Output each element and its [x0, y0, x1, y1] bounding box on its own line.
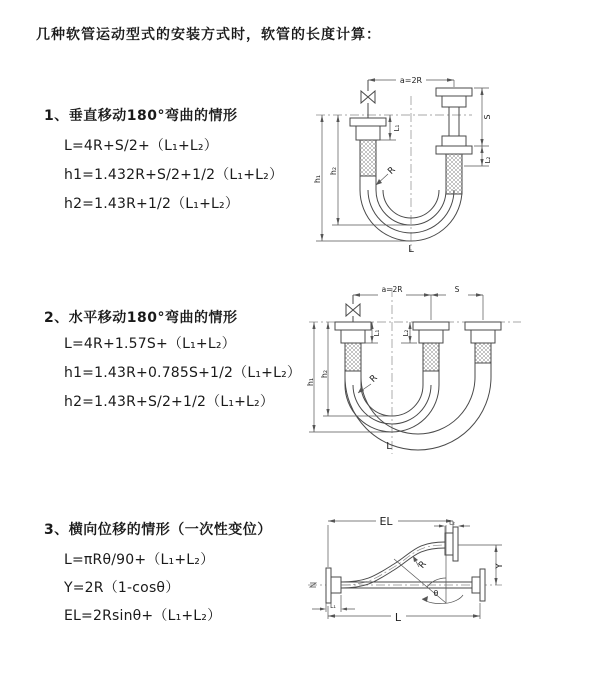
diagram-vertical-180-svg: [312, 66, 597, 256]
dimension-arrows: [320, 519, 498, 617]
braid-right: [446, 154, 462, 194]
valve-icon: [346, 304, 360, 316]
dim-label-length: L: [394, 611, 402, 624]
hose-arc-displaced-inner: [361, 363, 475, 434]
dim-label-end1: L₁: [393, 124, 401, 132]
dimension-arrows: [312, 293, 483, 432]
dim-label-radius: R: [386, 165, 398, 177]
dim-label-stroke: S: [483, 114, 492, 120]
section-3-formulas: [64, 546, 221, 630]
diagram-lateral-displacement-svg: [306, 503, 600, 643]
flange-left: [335, 322, 371, 330]
braid-right: [475, 343, 491, 363]
dim-label-h1: h₁: [313, 174, 322, 184]
dim-label-offset: Y: [495, 563, 505, 569]
formula-line: h1=1.43R+0.785S+1/2（L₁+L₂）: [64, 365, 302, 381]
section-1-formulas: [64, 132, 283, 219]
section-1-heading: 1、垂直移动180°弯曲的情形: [44, 108, 238, 124]
dim-label-end2: L₂: [484, 156, 492, 164]
diagram-lateral-displacement: [306, 503, 600, 647]
dim-label-radius: R: [417, 559, 429, 571]
dim-label-stroke: S: [454, 285, 460, 294]
flange-middle: [413, 322, 449, 330]
dim-label-length: L: [386, 441, 392, 452]
flange-top-displaced: [453, 527, 458, 561]
dim-label-end1: L₁: [330, 603, 336, 610]
dim-label-h2: h₂: [329, 166, 338, 176]
formula-line: L=4R+1.57S+（L₁+L₂）: [64, 336, 236, 352]
diagram-horizontal-180-svg: [306, 282, 596, 457]
formula-line: h1=1.432R+S/2+1/2（L₁+L₂）: [64, 167, 284, 183]
braid-left: [345, 343, 361, 371]
formula-line: h2=1.43R+S/2+1/2（L₁+L₂）: [64, 394, 275, 410]
valve-icon: [361, 91, 375, 103]
dim-label-width: a=2R: [381, 285, 403, 294]
formula-line: h2=1.43R+1/2（L₁+L₂）: [64, 196, 240, 212]
dim-label-end2: L₂: [449, 519, 455, 527]
dimension-lines: [312, 521, 502, 619]
section-2-heading: 2、水平移动180°弯曲的情形: [44, 310, 238, 326]
flange-left: [350, 118, 386, 126]
section-2-formulas: [64, 330, 301, 417]
formula-line: L=4R+S/2+（L₁+L₂）: [64, 138, 218, 154]
formula-line: Y=2R（1-cosθ）: [64, 580, 180, 596]
diagram-horizontal-180: [306, 282, 596, 461]
hose-assembly: [335, 295, 501, 450]
flange-left: [326, 568, 331, 603]
centerlines: [309, 288, 521, 454]
dim-label-length: L: [408, 244, 414, 255]
hose-s-curve-top: [341, 542, 445, 582]
dim-label-end2: L₂: [402, 329, 410, 337]
formula-line: EL=2Rsinθ+（L₁+L₂）: [64, 608, 222, 624]
dimension-lines: [309, 295, 483, 432]
dim-label-h1: h₁: [306, 377, 315, 387]
section-3-heading: 3、横向位移的情形（一次性变位）: [44, 522, 272, 538]
hose-assembly: [310, 527, 485, 603]
dim-label-radius: R: [368, 373, 380, 385]
flange-right-lower: [436, 146, 472, 154]
formula-line: L=πRθ/90+（L₁+L₂）: [64, 552, 215, 568]
dim-label-h2: h₂: [320, 369, 329, 379]
dim-label-angle: θ: [433, 589, 439, 598]
braid-middle: [423, 343, 439, 371]
flange-right: [480, 569, 485, 601]
page-title: 几种软管运动型式的安装方式时，软管的长度计算：: [36, 27, 381, 43]
dim-label-el: EL: [379, 515, 393, 528]
flange-right: [465, 322, 501, 330]
flange-right-upper: [436, 88, 472, 96]
hose-arc-displaced-outer: [345, 363, 491, 450]
dim-label-end1: L₁: [373, 329, 381, 337]
dim-label-width: a=2R: [399, 76, 423, 85]
braid-left: [360, 140, 376, 176]
diagram-vertical-180: [312, 66, 597, 260]
